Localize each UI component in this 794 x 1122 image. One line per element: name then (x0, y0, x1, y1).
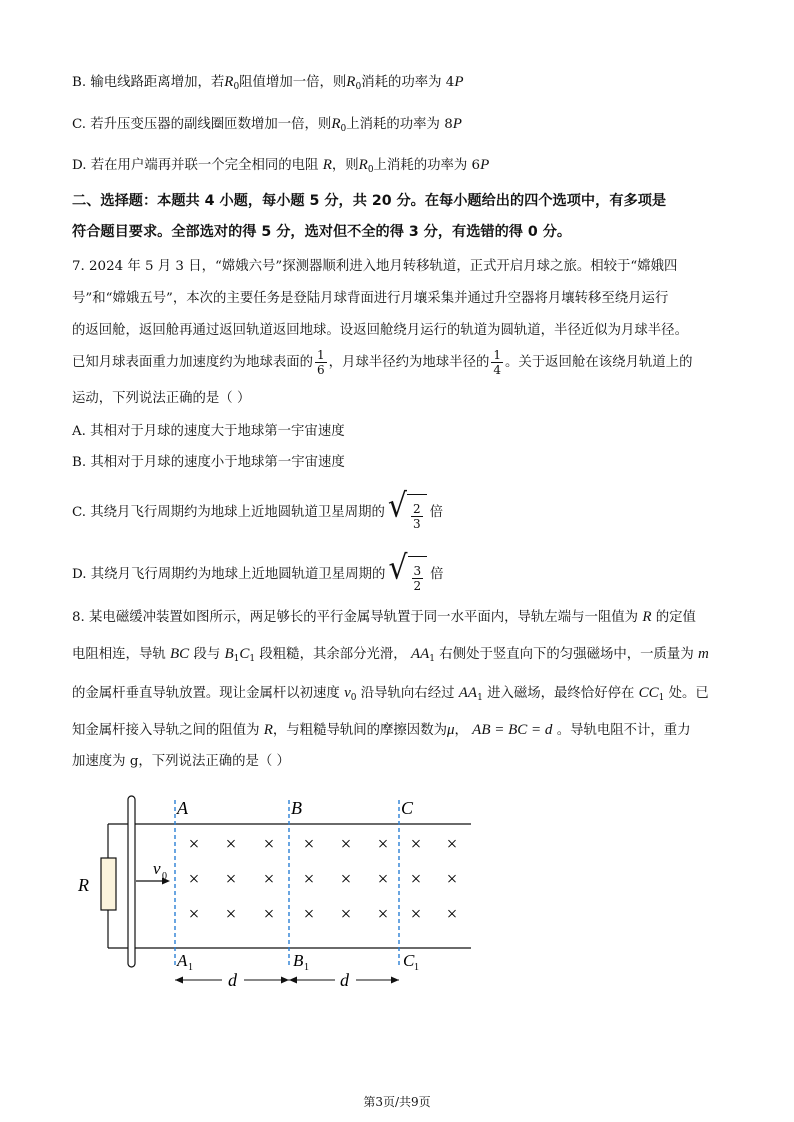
q7-line-5: 运动，下列说法正确的是（ ） (72, 391, 251, 406)
q8-line-5: 加速度为 g，下列说法正确的是（ ） (72, 754, 290, 769)
q8-line-1: 8. 某电磁缓冲装置如图所示，两足够长的平行金属导轨置于同一水平面内，导轨左端与一阻值为 R 的定值 (72, 609, 696, 625)
dimension-d-2: d (340, 970, 349, 990)
field-cross: × (263, 834, 275, 855)
field-cross: × (225, 904, 237, 925)
fraction-one-sixth: $\frac{1}{6}$ (317, 348, 325, 377)
field-cross: × (340, 834, 352, 855)
sqrt-two-thirds: √ $\frac{2}{3}$ (388, 488, 427, 537)
page-footer: 第3页/共9页 (363, 1095, 431, 1109)
field-cross: × (410, 834, 422, 855)
field-cross: × (225, 834, 237, 855)
q7-line-1: 7. 2024 年 5 月 3 日，“嫦娥六号”探测器顺利进入地月转移轨道，正式开启月球之旅。相较于“嫦娥四 (72, 259, 678, 274)
label-c1: C (403, 951, 415, 970)
field-cross: × (303, 904, 315, 925)
q8-line-3: 的金属杆垂直导轨放置。现让金属杆以初速度 $v_0$ 沿导轨向右经过 $AA_1$ 进入磁场，最终恰好停在 $CC_1$ 处。已 (72, 685, 709, 703)
label-b: B (291, 798, 302, 818)
q7-option-c: C. 其绕月飞行周期约为地球上近地圆轨道卫星周期的 √ $\frac{2}{3}$ 倍 (72, 488, 443, 537)
section-heading-2: 符合题目要求。全部选对的得 5 分，选对但不全的得 3 分，有选错的得 0 分。 (72, 224, 572, 240)
field-cross: × (446, 869, 458, 890)
field-cross: × (225, 869, 237, 890)
q7-option-d: D. 其绕月飞行周期约为地球上近地圆轨道卫星周期的 √ $\frac{3}{2}$ 倍 (72, 550, 444, 599)
field-cross: × (188, 869, 200, 890)
option-b: B. 输电线路距离增加，若$R_0$阻值增加一倍，则$R_0$消耗的功率为 4P (72, 74, 464, 92)
sqrt-three-halves: √ $\frac{3}{2}$ (388, 550, 427, 599)
field-cross: × (340, 869, 352, 890)
q7-option-a: A. 其相对于月球的速度大于地球第一宇宙速度 (72, 424, 345, 439)
velocity-label: v (153, 859, 161, 878)
resistor-label: R (78, 875, 89, 895)
q8-line-4: 知金属杆接入导轨之间的阻值为 R，与粗糙导轨间的摩擦因数为μ， AB = BC = d 。导轨电阻不计，重力 (72, 722, 691, 738)
dimension-d-1: d (228, 970, 237, 990)
field-cross: × (303, 834, 315, 855)
field-cross: × (377, 904, 389, 925)
label-a: A (177, 798, 188, 818)
label-c: C (401, 798, 414, 818)
field-cross: × (303, 869, 315, 890)
svg-text:1: 1 (188, 962, 193, 973)
field-cross: × (263, 869, 275, 890)
q7-option-b: B. 其相对于月球的速度小于地球第一宇宙速度 (72, 455, 345, 470)
q7-line-4: 已知月球表面重力加速度约为地球表面的 $\frac{1}{6}$ ，月球半径约为地球半径的 $\frac{1}{4}$ 。关于返回舱在该绕月轨道上的 (72, 348, 693, 377)
field-cross: × (446, 834, 458, 855)
fraction-one-quarter: $\frac{1}{4}$ (493, 348, 501, 377)
field-cross: × (446, 904, 458, 925)
field-cross: × (188, 834, 200, 855)
option-d: D. 若在用户端再并联一个完全相同的电阻 R，则$R_0$上消耗的功率为 6P (72, 157, 490, 175)
field-cross: × (377, 869, 389, 890)
option-c: C. 若升压变压器的副线圈匝数增加一倍，则$R_0$上消耗的功率为 8P (72, 116, 462, 134)
svg-text:1: 1 (304, 962, 309, 973)
field-cross: × (188, 904, 200, 925)
field-cross: × (410, 869, 422, 890)
field-cross: × (377, 834, 389, 855)
field-cross: × (263, 904, 275, 925)
label-b1: B (293, 951, 304, 970)
electromagnetic-buffer-diagram (60, 790, 480, 1000)
section-heading-1: 二、选择题：本题共 4 小题，每小题 5 分，共 20 分。在每小题给出的四个选项中，有多项是 (72, 193, 667, 209)
q7-line-2: 号”和“嫦娥五号”，本次的主要任务是登陆月球背面进行月壤采集并通过升空器将月壤转移至绕月运行 (72, 291, 669, 306)
q7-line-3: 的返回舱，返回舱再通过返回轨道返回地球。设返回舱绕月运行的轨道为圆轨道，半径近似为月球半径。 (72, 323, 688, 338)
resistor (101, 858, 116, 910)
magnetic-field-crosses (189, 834, 458, 925)
field-cross: × (410, 904, 422, 925)
field-cross: × (340, 904, 352, 925)
label-a1: A (177, 951, 188, 970)
svg-text:1: 1 (414, 962, 419, 973)
metal-rod (128, 796, 135, 967)
svg-text:0: 0 (162, 871, 167, 882)
q8-line-2: 电阻相连，导轨 BC 段与 $B_1C_1$ 段粗糙，其余部分光滑， $AA_1$ 右侧处于竖直向下的匀强磁场中，一质量为 m (72, 646, 709, 664)
